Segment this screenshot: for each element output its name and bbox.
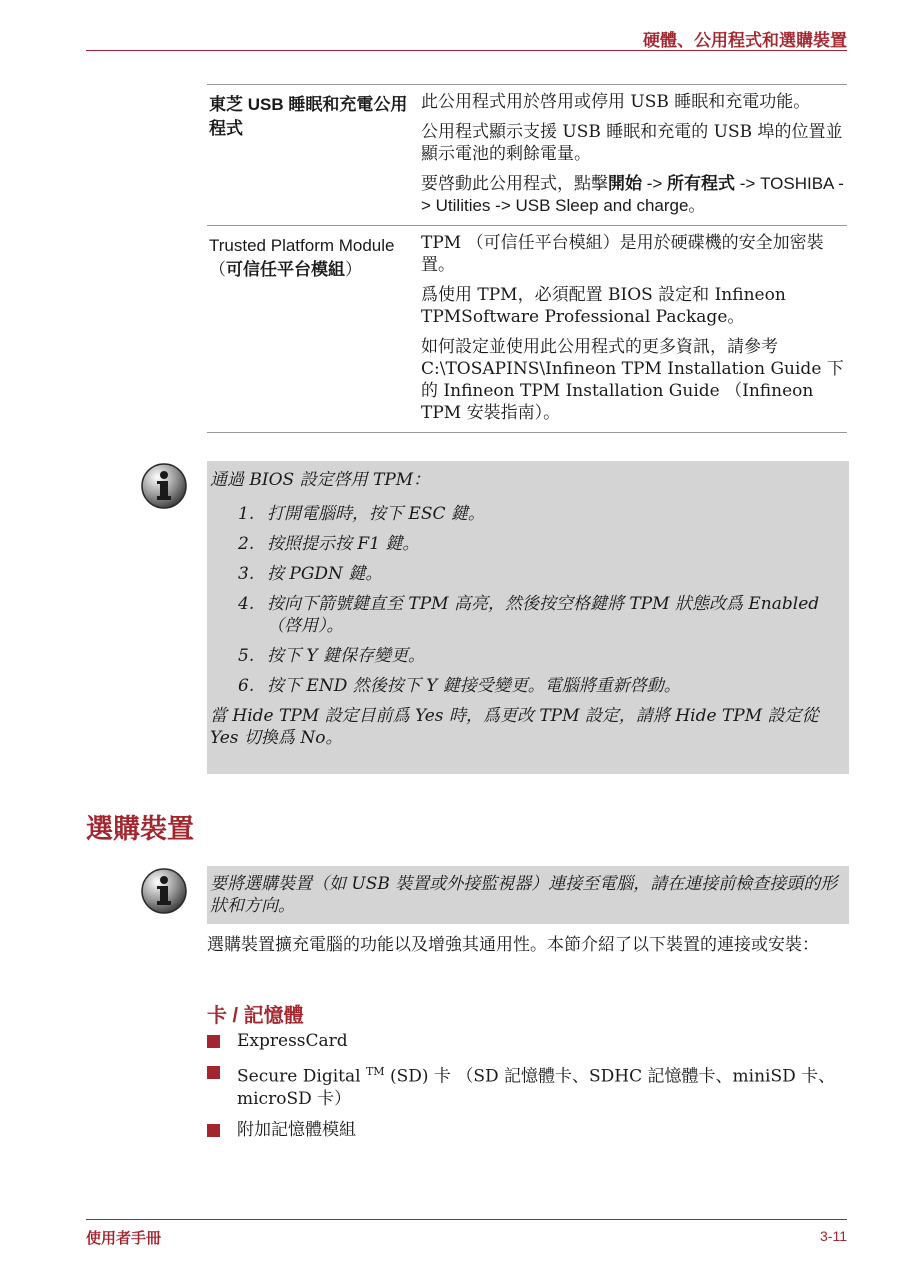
list-item: 3. 按 PGDN 鍵。 <box>238 564 383 584</box>
list-item: 5. 按下 Y 鍵保存變更。 <box>238 646 426 666</box>
list-item: 6. 按下 END 然後按下 Y 鍵接受變更。電腦將重新啓動。 <box>238 676 681 696</box>
tpm-note <box>207 461 849 774</box>
description-paragraph: 如何設定並使用此公用程式的更多資訊，請參考 C:\TOSAPINS\Infineon TPM Installation Guide 下的 Infineon TPM Installation Guide （Infineon TPM 安裝指南）。 <box>421 337 844 423</box>
row-description <box>421 85 847 225</box>
footer-rule <box>86 1219 847 1220</box>
list-item: 附加記憶體模組 <box>207 1119 849 1141</box>
page-number: 3-11 <box>820 1228 847 1244</box>
bullet-square-icon <box>207 1066 220 1079</box>
running-header: 硬體、公用程式和選購裝置 <box>643 31 847 50</box>
list-item: 1. 打開電腦時，按下 ESC 鍵。 <box>238 504 485 524</box>
list-item: 4. 按向下箭號鍵直至 TPM 高亮，然後按空格鍵將 TPM 狀態改爲 Enabled （啓用）。 <box>238 594 820 636</box>
row-term: Trusted Platform Module （可信任平台模組） <box>209 236 395 279</box>
description-paragraph: TPM （可信任平台模組）是用於硬碟機的安全加密裝置。 <box>421 233 824 275</box>
intro-paragraph: 選購裝置擴充電腦的功能以及增強其通用性。本節介紹了以下裝置的連接或安裝： <box>207 935 819 955</box>
bullet-square-icon <box>207 1035 220 1048</box>
footer-title: 使用者手冊 <box>86 1230 162 1247</box>
list-item: 2. 按照提示按 F1 鍵。 <box>238 534 420 554</box>
row-term: 東芝 USB 睡眠和充電公用程式 <box>209 95 408 138</box>
bullet-square-icon <box>207 1124 220 1137</box>
row-description <box>421 226 847 432</box>
device-list <box>207 1030 849 1150</box>
note-text: 要將選購裝置（如 USB 裝置或外接監視器）連接至電腦，請在連接前檢查接頭的形狀和方向。 <box>210 874 838 916</box>
info-icon <box>140 462 188 510</box>
note-title: 通過 BIOS 設定啓用 TPM： <box>210 470 431 490</box>
subsection-heading: 卡 / 記憶體 <box>207 1005 304 1027</box>
table-row <box>207 84 847 225</box>
connect-note <box>207 866 849 924</box>
list-item: ExpressCard <box>207 1030 849 1052</box>
steps-list <box>210 503 845 697</box>
note-footer: 當 Hide TPM 設定目前爲 Yes 時，爲更改 TPM 設定，請將 Hide TPM 設定從 Yes 切換爲 No。 <box>210 706 819 748</box>
header-rule <box>86 50 847 51</box>
section-heading: 選購裝置 <box>86 814 194 844</box>
list-item: Secure Digital ™ (SD) 卡 （SD 記憶體卡、SDHC 記憶體卡、miniSD 卡、microSD 卡） <box>207 1061 849 1110</box>
table-row <box>207 225 847 433</box>
description-paragraph: 要啓動此公用程式，點擊開始 -> 所有程式 -> TOSHIBA -> Utilities -> USB Sleep and charge。 <box>421 174 844 215</box>
utilities-table <box>207 84 847 433</box>
description-paragraph: 爲使用 TPM，必須配置 BIOS 設定和 Infineon TPMSoftware Professional Package。 <box>421 285 786 327</box>
info-icon <box>140 867 188 915</box>
description-paragraph: 此公用程式用於啓用或停用 USB 睡眠和充電功能。 <box>421 92 811 112</box>
description-paragraph: 公用程式顯示支援 USB 睡眠和充電的 USB 埠的位置並顯示電池的剩餘電量。 <box>421 122 843 164</box>
